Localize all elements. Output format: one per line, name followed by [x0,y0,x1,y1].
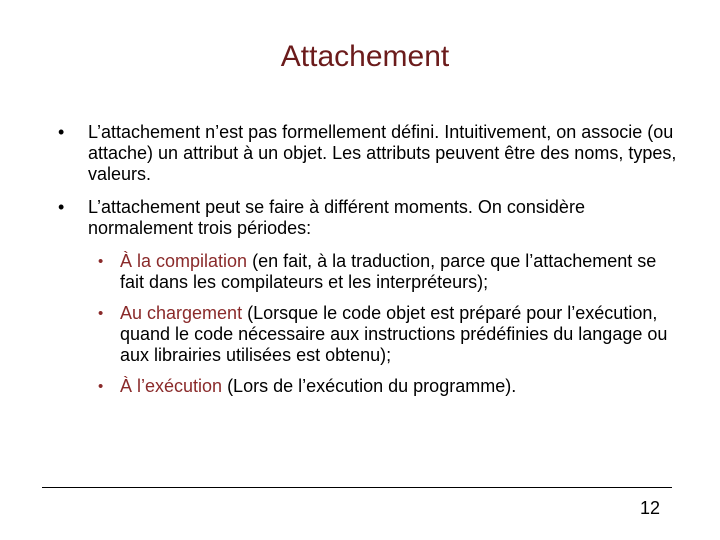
slide-title: Attachement [280,40,450,73]
bullet-text: L’attachement peut se faire à différent moments. On considère normalement trois périodes: [88,197,585,238]
sub-bullet-item [58,303,678,366]
sub-bullet-highlight: Au chargement [120,303,243,323]
sub-bullet-icon: • [98,378,104,395]
sub-bullet-text: (Lors de l’exécution du programme). [222,376,517,396]
bullet-item [58,122,678,185]
sub-bullet-list [58,251,678,397]
sub-bullet-item [58,251,678,293]
sub-bullet-item [58,376,678,397]
page-number: 12 [639,498,660,518]
slide-content [58,122,678,407]
sub-bullet-text: (Lorsque le code objet est préparé pour l’exécution, quand le code nécessaire aux instructions prédéfinies du langage ou aux librairies utilisées est obtenu); [120,303,668,365]
sub-bullet-icon: • [98,253,104,270]
footer-divider [42,487,672,488]
sub-bullet-highlight: À la compilation [120,251,248,271]
bullet-icon: • [58,122,65,142]
sub-bullet-icon: • [98,305,104,322]
bullet-text: L’attachement n’est pas formellement défini. Intuitivement, on associe (ou attache) un attribut à un objet. Les attributs peuvent être des noms, types, valeurs. [88,122,677,184]
bullet-item [58,197,678,239]
bullet-icon: • [58,197,65,217]
sub-bullet-text: (en fait, à la traduction, parce que l’attachement se fait dans les compilateurs et les interpréteurs); [120,251,657,292]
sub-bullet-highlight: À l’exécution [120,376,223,396]
